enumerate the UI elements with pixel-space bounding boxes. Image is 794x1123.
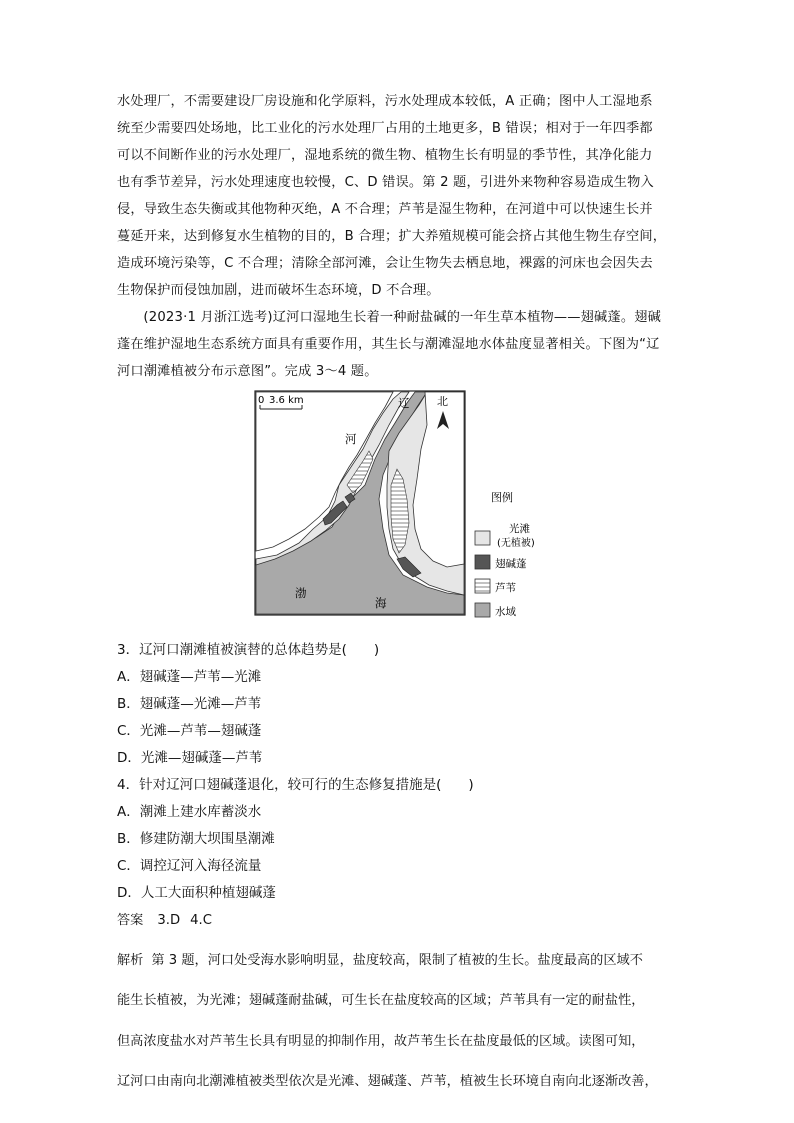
legend-swatch-water bbox=[475, 603, 490, 617]
paragraph-line: 水处理厂，不需要建设厂房设施和化学原料，污水处理成本较低，A 正确；图中人工湿地系 bbox=[117, 94, 653, 109]
question-stem: 3．辽河口潮滩植被演替的总体趋势是( ) bbox=[117, 642, 380, 658]
option-d: D．光滩—翅碱蓬—芦苇 bbox=[117, 750, 263, 766]
explanation-line: 但高浓度盐水对芦苇生长具有明显的抑制作用，故芦苇生长在盐度最低的区域。读图可知， bbox=[117, 1033, 645, 1049]
north-label: 北 bbox=[437, 395, 448, 408]
paragraph-line: 可以不间断作业的污水处理厂，湿地系统的微生物、植物生长有明显的季节性，其净化能力 bbox=[117, 148, 653, 163]
legend-label-bare-flat: 光滩 bbox=[509, 523, 530, 535]
paragraph-line: 生物保护而侵蚀加剧，进而破坏生态环境，D 不合理。 bbox=[117, 283, 440, 298]
answer-line bbox=[117, 907, 679, 934]
legend-label-seepweed: 翅碱蓬 bbox=[495, 558, 527, 570]
legend-title: 图例 bbox=[491, 491, 513, 504]
paragraph-line: 造成环境污染等，C 不合理；清除全部河滩，会让生物失去栖息地，裸露的河床也会因失去 bbox=[117, 256, 653, 271]
river-label-liao: 辽 bbox=[398, 396, 410, 410]
map-svg bbox=[117, 389, 679, 637]
scale-start-label: 0 bbox=[258, 395, 265, 406]
legend-label-water: 水域 bbox=[495, 606, 516, 618]
legend-label-reed: 芦苇 bbox=[495, 582, 516, 594]
question-intro bbox=[117, 304, 679, 385]
previous-explanation-paragraph bbox=[117, 88, 679, 304]
option-c: C．调控辽河入海径流量 bbox=[117, 858, 262, 874]
question-stem: 4．针对辽河口翅碱蓬退化，较可行的生态修复措施是( ) bbox=[117, 777, 474, 793]
document-page bbox=[117, 88, 679, 1108]
liaohe-estuary-map-figure bbox=[117, 389, 679, 637]
paragraph-line: 统至少需要四处场地，比工业化的污水处理厂占用的土地更多，B 错误；相对于一年四季都 bbox=[117, 121, 653, 136]
map-frame bbox=[255, 391, 465, 615]
sea-label-bo: 渤 bbox=[295, 586, 307, 600]
option-c: C．光滩—芦苇—翅碱蓬 bbox=[117, 723, 262, 739]
option-d: D．人工大面积种植翅碱蓬 bbox=[117, 885, 276, 901]
map-legend bbox=[475, 490, 535, 618]
option-b: B．翅碱蓬—光滩—芦苇 bbox=[117, 696, 262, 712]
paragraph-line: 也有季节差异，污水处理速度也较慢，C、D 错误。第 2 题，引进外来物种容易造成生物入 bbox=[117, 175, 654, 190]
intro-line: (2023·1 月浙江选考)辽河口湿地生长着一种耐盐碱的一年生草本植物——翅碱蓬。翅碱 bbox=[143, 310, 661, 325]
explanation-line: 辽河口由南向北潮滩植被类型依次是光滩、翅碱蓬、芦苇，植被生长环境自南向北逐渐改善， bbox=[117, 1073, 658, 1089]
question-3 bbox=[117, 637, 679, 772]
explanation-line: 能生长植被，为光滩；翅碱蓬耐盐碱，可生长在盐度较高的区域；芦苇具有一定的耐盐性， bbox=[117, 993, 645, 1009]
river-label-he: 河 bbox=[345, 432, 357, 446]
paragraph-line: 蔓延开来，达到修复水生植物的目的，B 合理；扩大养殖规模可能会挤占其他生物生存空间， bbox=[117, 229, 667, 244]
legend-swatch-reed bbox=[475, 579, 490, 593]
answer-4: 4.C bbox=[190, 913, 212, 928]
option-b: B．修建防潮大坝围垦潮滩 bbox=[117, 831, 275, 847]
explanation-label: 解析 bbox=[117, 953, 144, 969]
intro-line: 河口潮滩植被分布示意图”。完成 3～4 题。 bbox=[117, 364, 378, 379]
answer-label: 答案 bbox=[117, 913, 144, 928]
intro-line: 蓬在维护湿地生态系统方面具有重要作用，其生长与潮滩湿地水体盐度显著相关。下图为“辽 bbox=[117, 337, 660, 352]
question-4 bbox=[117, 772, 679, 907]
answer-3: 3.D bbox=[157, 913, 181, 928]
legend-sublabel-bare-flat: (无植被) bbox=[497, 538, 535, 549]
sea-label-hai: 海 bbox=[375, 596, 387, 610]
option-a: A．潮滩上建水库蓄淡水 bbox=[117, 804, 262, 820]
option-a: A．翅碱蓬—芦苇—光滩 bbox=[117, 669, 262, 685]
scale-end-label: 3.6 km bbox=[269, 395, 304, 406]
explanation-line bbox=[117, 947, 679, 974]
paragraph-line: 侵，导致生态失衡或其他物种灭绝，A 不合理；芦苇是湿生物种，在河道中可以快速生长并 bbox=[117, 202, 653, 217]
legend-swatch-seepweed bbox=[475, 555, 490, 569]
explanation-text: 第 3 题，河口处受海水影响明显，盐度较高，限制了植被的生长。盐度最高的区域不 bbox=[151, 953, 643, 969]
explanation bbox=[117, 947, 679, 1095]
legend-swatch-bare-flat bbox=[475, 531, 490, 545]
